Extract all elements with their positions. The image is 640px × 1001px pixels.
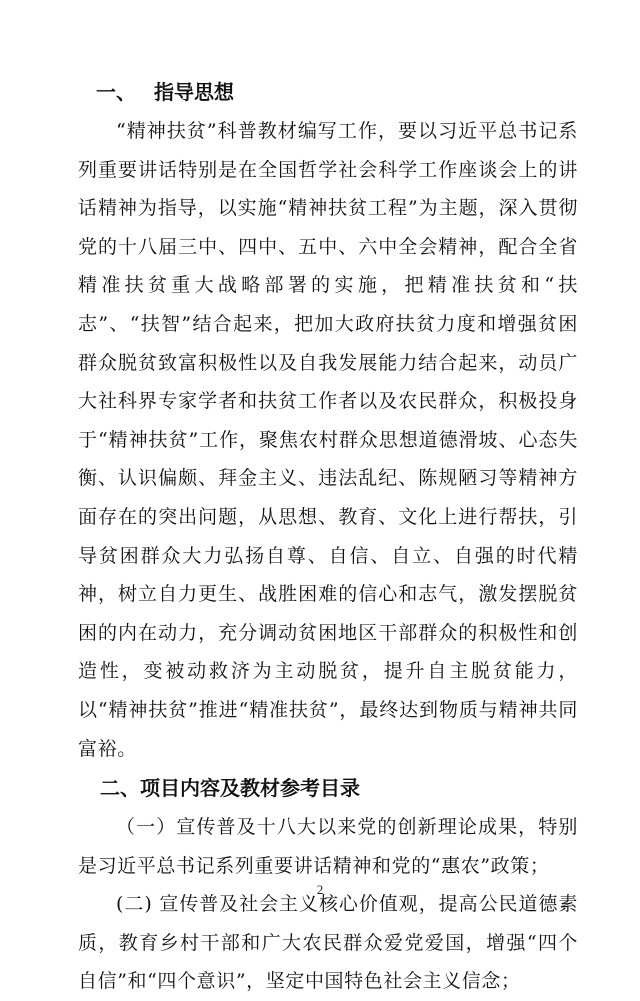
section-number: 一、 xyxy=(96,80,136,104)
paragraph-guiding-ideology: “精神扶贫”科普教材编写工作，要以习近平总书记系列重要讲话特别是在全国哲学社会科学工作座谈会上的讲话精神为指导，以实施“精神扶贫工程”为主题，深入贯彻党的十八届三中、四中、五中、六中全会精神，配合全省精准扶贫重大战略部署的实施，把精准扶贫和“扶志”、“扶智”结合起来，把加大政府扶贫力度和增强贫困群众脱贫致富积极性以及自我发展能力结合起来，动员广大社科界专家学者和扶贫工作者以及农民群众，积极投身于“精神扶贫”工作，聚焦农村群众思想道德滑坡、心态失衡、认识偏颇、拜金主义、违法乱纪、陈规陋习等精神方面存在的突出问题，从思想、教育、文化上进行帮扶，引导贫困群众大力弘扬自尊、自信、自立、自强的时代精神，树立自力更生、战胜困难的信心和志气，激发摆脱贫困的内在动力，充分调动贫困地区干部群众的积极性和创造性，变被动救济为主动脱贫，提升自主脱贫能力，以“精神扶贫”推进“精准扶贫”，最终达到物质与精神共同富裕。 xyxy=(78,120,578,760)
section-heading-project-content: 二、项目内容及教材参考目录 xyxy=(100,776,360,801)
section-title: 指导思想 xyxy=(154,80,234,104)
document-body xyxy=(78,72,578,1001)
list-item-1: （一）宣传普及十八大以来党的创新理论成果，特别是习近平总书记系列重要讲话精神和党的“惠农”政策； xyxy=(78,816,578,877)
section-heading-guiding-ideology xyxy=(78,72,578,112)
list-item-2: (二) 宣传普及社会主义核心价值观，提高公民道德素质，教育乡村干部和广大农民群众爱党爱国，增强“四个自信”和“四个意识”，坚定中国特色社会主义信念； xyxy=(78,893,578,993)
page-number: 2 xyxy=(316,882,324,897)
